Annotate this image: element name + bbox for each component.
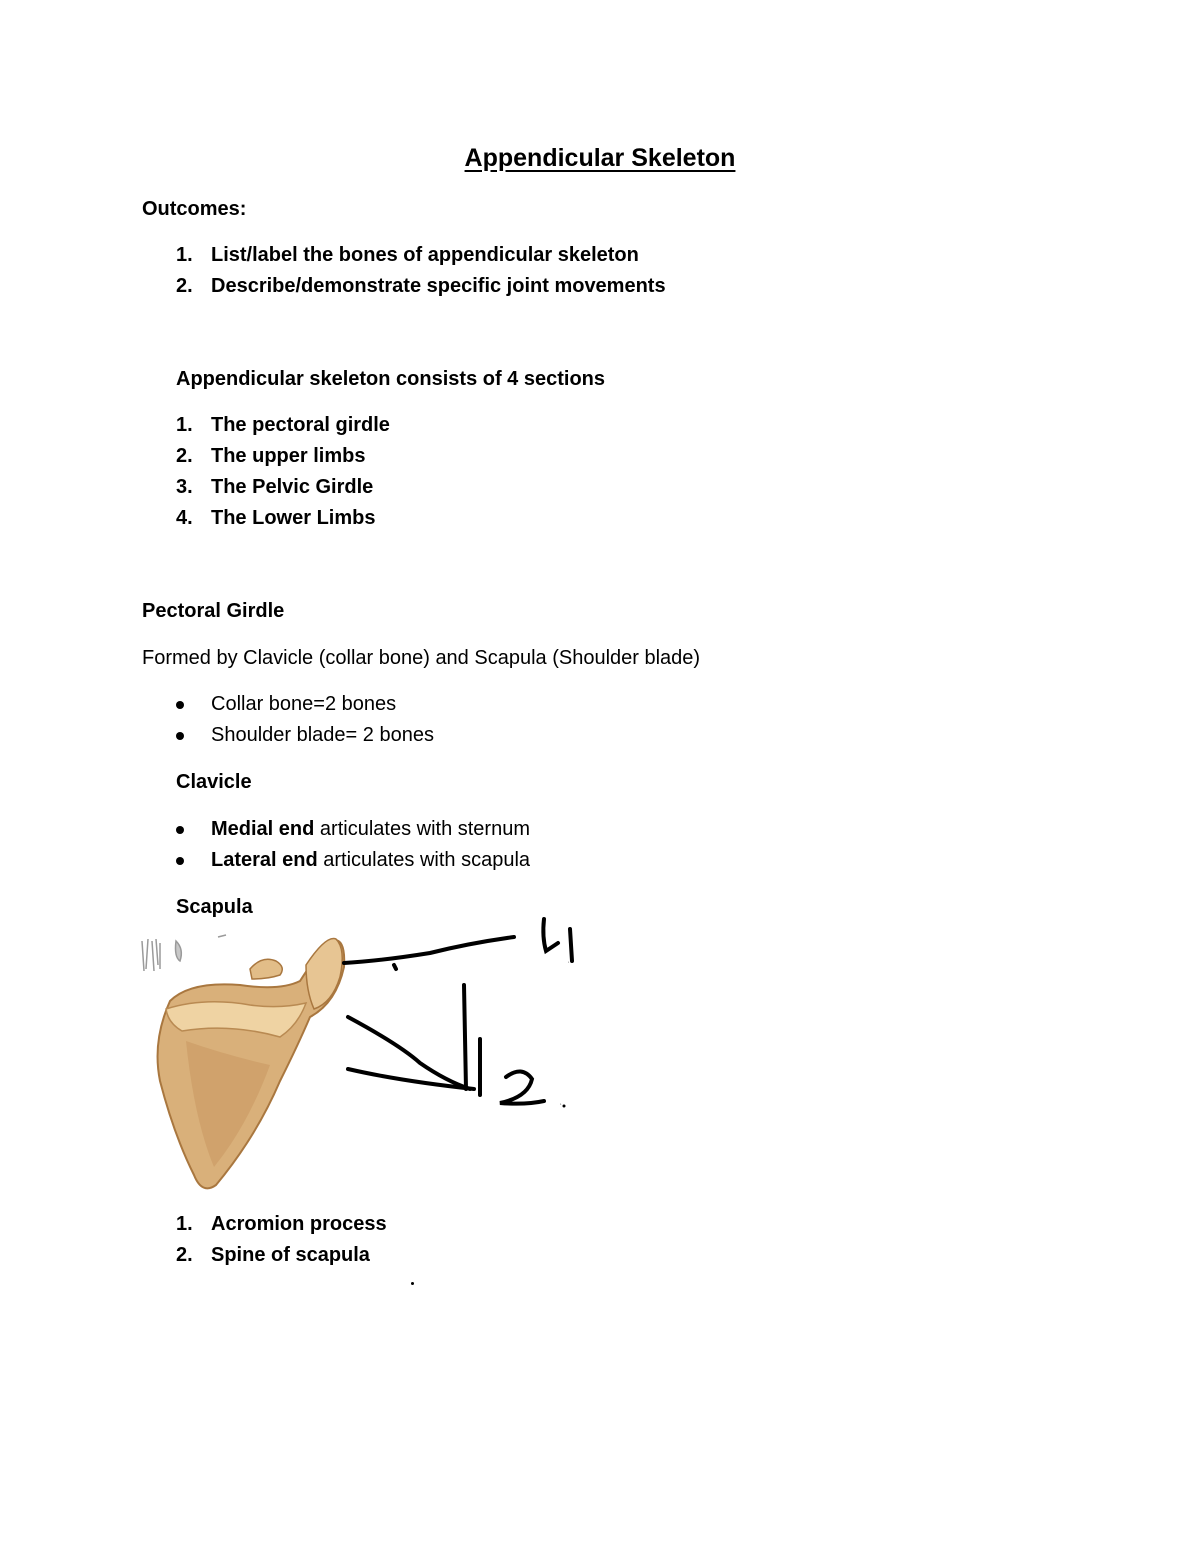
list-item-text: Describe/demonstrate specific joint movements <box>211 275 666 297</box>
image-artifact <box>142 935 226 971</box>
list-item-text: The upper limbs <box>211 445 366 467</box>
list-number: 2. <box>176 445 193 467</box>
list-number: 2. <box>176 1244 193 1266</box>
list-item-text: The pectoral girdle <box>211 414 390 436</box>
bullet-icon <box>176 826 184 834</box>
outcomes-heading: Outcomes: <box>142 198 247 220</box>
handwritten-label-1: 1 <box>568 962 570 964</box>
scapula-heading: Scapula <box>176 896 253 918</box>
bullet-icon <box>176 701 184 709</box>
scapula-figure <box>130 905 590 1205</box>
handwritten-mark-2 <box>500 1071 544 1103</box>
list-item-text: Spine of scapula <box>211 1244 370 1266</box>
bullet-icon <box>176 857 184 865</box>
bullet-icon <box>176 732 184 740</box>
list-number: 2. <box>176 275 193 297</box>
list-number: 1. <box>176 244 193 266</box>
bullet-rest-text: articulates with scapula <box>317 849 531 871</box>
handwritten-label-2: 2. <box>560 1104 562 1106</box>
arrow-line-1 <box>344 937 514 963</box>
arrow-tick <box>394 965 396 969</box>
list-item-text: The Pelvic Girdle <box>211 476 374 498</box>
scapula-bone <box>158 939 345 1189</box>
list-item-text: List/label the bones of appendicular skeleton <box>211 244 639 266</box>
arrow-line-3 <box>348 1069 474 1089</box>
bullet-text: Collar bone=2 bones <box>211 693 397 715</box>
bullet-rest-text: articulates with sternum <box>314 818 530 840</box>
list-number: 3. <box>176 476 193 498</box>
bullet-bold-text: Medial end <box>211 818 315 840</box>
arrow-head <box>464 985 480 1095</box>
arrow-line-2 <box>348 1017 470 1089</box>
sections-intro: Appendicular skeleton consists of 4 sections <box>176 368 606 390</box>
scapula-illustration <box>130 905 590 1205</box>
bullet-text <box>211 818 530 841</box>
pectoral-heading: Pectoral Girdle <box>142 600 285 622</box>
list-number: 1. <box>176 414 193 436</box>
page-title: Appendicular Skeleton <box>464 144 736 172</box>
pectoral-formed-by: Formed by Clavicle (collar bone) and Scapula (Shoulder blade) <box>142 647 701 669</box>
stray-dot <box>411 1282 414 1285</box>
handwritten-dot <box>563 1105 566 1108</box>
annotation-arrows <box>344 937 514 1095</box>
list-number: 1. <box>176 1213 193 1235</box>
bullet-text: Shoulder blade= 2 bones <box>211 724 434 746</box>
bullet-bold-text: Lateral end <box>211 849 318 871</box>
clavicle-heading: Clavicle <box>176 771 252 793</box>
bullet-text <box>211 849 530 872</box>
list-item-text: Acromion process <box>211 1213 387 1235</box>
handwritten-mark-1 <box>543 919 572 961</box>
list-number: 4. <box>176 507 193 529</box>
list-item-text: The Lower Limbs <box>211 507 376 529</box>
